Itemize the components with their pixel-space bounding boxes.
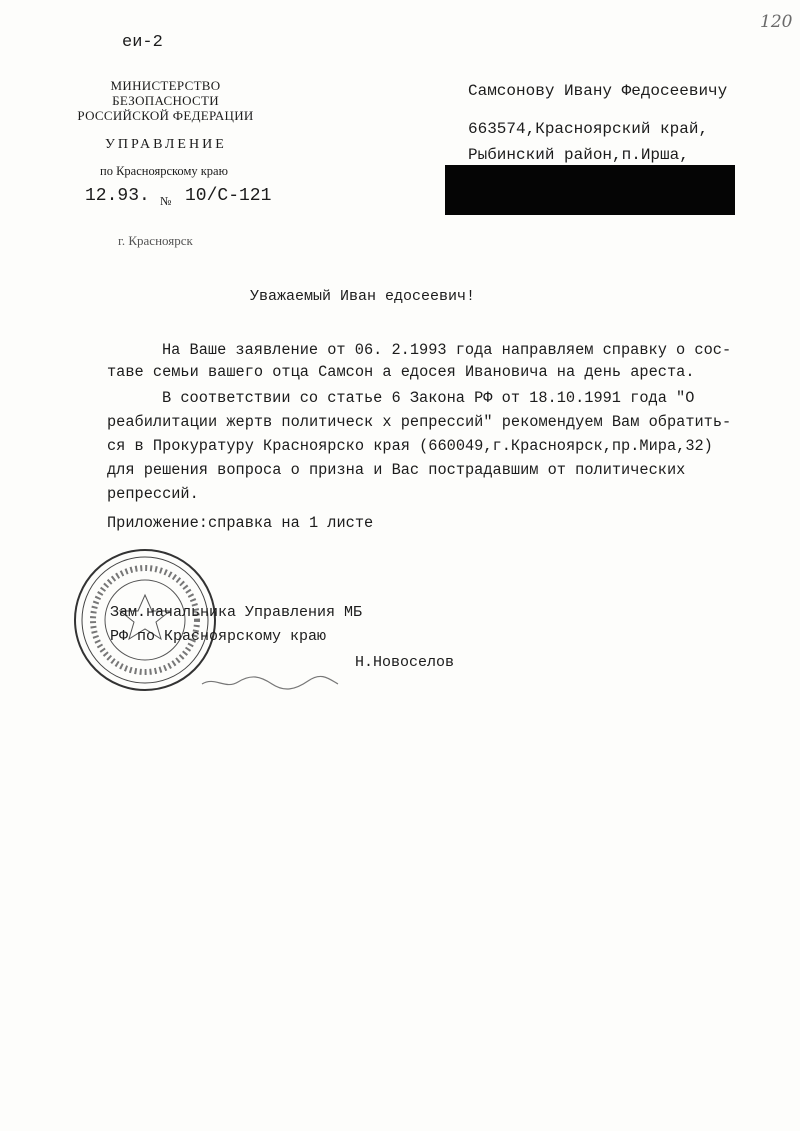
- body-line: В соответствии со статье 6 Закона РФ от 18.10.1991 года "О: [162, 389, 695, 407]
- body-line: ся в Прокуратуру Красноярско края (660049,г.Красноярск,пр.Мира,32): [107, 437, 713, 455]
- body-line: На Ваше заявление от 06. 2.1993 года направляем справку о сос-: [162, 341, 732, 359]
- recipient-name: Самсонову Ивану Федосеевичу: [468, 82, 728, 100]
- salutation: Уважаемый Иван едосеевич!: [250, 288, 476, 305]
- attachment-note: Приложение:справка на 1 листе: [107, 514, 374, 532]
- recipient-address-line: Рыбинский район,п.Ирша,: [468, 146, 689, 164]
- form-code: еи-2: [122, 33, 163, 52]
- department-subtitle: по Красноярскому краю: [100, 164, 228, 178]
- body-line: реабилитации жертв политическ х репрессий" рекомендуем Вам обратить-: [107, 413, 732, 431]
- department-title: УПРАВЛЕНИЕ: [105, 137, 227, 152]
- city-label: г. Красноярск: [118, 233, 193, 248]
- signature-scribble: [200, 672, 340, 692]
- document-number: 10/С-121: [185, 186, 272, 206]
- signatory-name: Н.Новоселов: [355, 654, 455, 671]
- signatory-title: Зам.начальника Управления МБ: [110, 604, 363, 621]
- number-mark: №: [160, 194, 172, 208]
- body-line: для решения вопроса о призна и Вас пострадавшим от политических: [107, 461, 686, 479]
- body-line: репрессий.: [107, 485, 199, 503]
- signatory-title: РФ по Красноярскому краю: [110, 628, 327, 645]
- ministry-block: [58, 78, 273, 123]
- ministry-line: БЕЗОПАСНОСТИ: [112, 93, 219, 108]
- redaction-bar: [445, 165, 735, 215]
- recipient-address-line: 663574,Красноярский край,: [468, 120, 709, 138]
- body-line: таве семьи вашего отца Самсон а едосея Ивановича на день ареста.: [107, 363, 695, 381]
- ministry-line: РОССИЙСКОЙ ФЕДЕРАЦИИ: [77, 108, 254, 123]
- ministry-line: МИНИСТЕРСТВО: [110, 78, 221, 93]
- page-number: 120: [760, 12, 793, 32]
- document-date: 12.93.: [85, 186, 150, 206]
